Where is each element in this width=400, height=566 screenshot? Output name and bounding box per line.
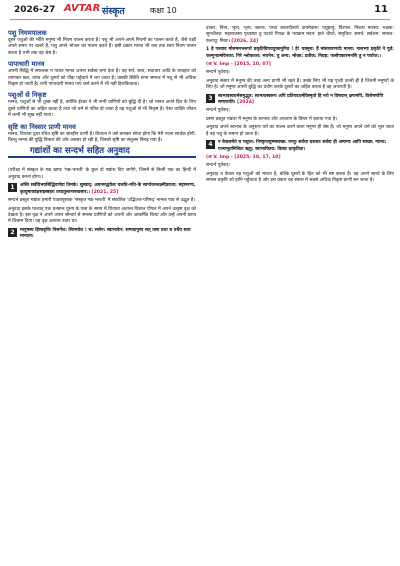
prasang-text: प्रसंग प्रस्तुत गद्यांश में मनुष्य के स्वभाव और आचरण के विषय में बताया गया है। <box>206 116 337 122</box>
header-subject: संस्कृत <box>102 6 125 17</box>
page-number: 11 <box>374 4 388 15</box>
anuvad-text: अनुवाद अपने स्वभाव के अनुरूप धर्म का पालन करने वाला मनुष्य ही श्रेष्ठ है। जो मनुष्य अपने धर्म को भूल जाता है वह पशु के समान हो जाता है। <box>206 125 394 137</box>
gadyansh-1 <box>8 183 196 196</box>
gadyansh-number: 4 <box>206 140 215 149</box>
instruction-note: (परीक्षा में संस्कृत के गद्य खण्ड 'गद्य-भारती' के कुल दो गद्यांश दिए जाएँगे, जिनमें से किसी एक का हिन्दी में अनुवाद करना होगा।) <box>8 168 196 180</box>
section-paragraph: अपनी सिद्धि में सफलता न पाकर मानव अपना सर्वस्व लगा देता है। वह सर्प, सत्य, सदाचार आदि के व्यवहार को त्यागकर छल, प्रपंच और दूसरों को पीड़ा पहुँचाने में लग जाता है। उसकी स्थिति सभ्य समाज में पशु से भी अधिक निकृष्ट हो जाती है। तभी पापाचारी मानव पाप कर्म करने में भी नहीं हिचकिचाता। <box>8 69 196 88</box>
anuvad-text: अनुवाद संसार में मनुष्य की तरह अन्य प्राणी भी रहते हैं। उनके लिए भी यह पृथ्वी उतनी ही है जितनी मनुष्यों के लिए है। जो मनुष्य अपनी बुद्धि का प्रयोग करके दूसरों का अहित करता है वह अपराधी है। <box>206 78 394 91</box>
section-paragraph: दूसरे पशुओं की भाँति मनुष्य भी नियम पालन करता है। पशु भी अपने-अपने नियमों का पालन करते हैं, जैसे पक्षी अपने समय पर चलते हैं, पशु अपने भोजन का पालन करते हैं। इसी प्रकार मानव भी जब तक स्वयं नियम पालन करता है तभी तक वह श्रेष्ठ है। <box>8 38 196 56</box>
exam-year-ref: [2024] <box>237 100 254 106</box>
exam-year-ref: (अ V. Imp - [2015, 10, 07] <box>206 62 271 68</box>
header-class: कक्षा 10 <box>150 6 177 15</box>
gadyansh-4 <box>206 140 394 153</box>
gadyansh-number: 3 <box>206 94 215 103</box>
sandarbh-text: सन्दर्भ पूर्ववत्। <box>206 163 230 169</box>
header-divider <box>10 19 390 20</box>
page-header <box>0 0 400 22</box>
section-paragraph: मानव, विधाता द्वारा रचित सृष्टि का सारहीन प्राणी है। विधाता ने उसे बनाकर सोचा होगा कि मेरी रचना सार्थक होगी, किन्तु मानव की बुद्धि विनाश की ओर अग्रसर हो रही है, जिससे सृष्टि का संतुलन बिगड़ गया है। <box>8 131 196 144</box>
section-title: पशु नियमपालक <box>8 29 47 37</box>
right-column <box>206 26 394 187</box>
anuvad-text: अनुवाद इसके पश्चात् एक धनवन्त पुरुष के पास के समय में विधाता अत्यन्त विशाल पीपल में अपने उत्कृष्ट वृक्ष को देखता है। इस वृक्ष ने अपने अपार सौन्दर्य से समस्त प्राणियों को अपनी ओर आकर्षित किया और उन्हें अपनी छाया में विश्राम दिया। वह वृक्ष अत्यन्त उदार था। <box>8 206 196 225</box>
section-title: पशुओं से निकृष्ट <box>8 91 47 100</box>
sandarbh-text: सन्दर्भ पूर्ववत्। <box>206 108 230 114</box>
exam-year-ref: [2026, 24] <box>231 38 259 44</box>
exam-year-ref: [2021, 25] <box>91 189 119 195</box>
gadyansh-2 <box>8 228 196 241</box>
gadyansh-text: मानुषस्य हिंसावृत्तिः निसर्गेश: सिरमवेश ! च: सलेन: स्वाभावेन: सम्पदानुस्य सत् तस्य तथा च तथैव सत्य मान्यता। <box>20 227 191 240</box>
header-year: 2026-27 <box>14 5 56 15</box>
gadyansh-text: न केवलमेते च पशुघ्न: निष्कृपायुष्मस्वच्छ: जन्तुः सर्वथा प्रशस्तः सर्वदा ही अमान्यः आपि स्वच्छ: न्याय्य: पञ्चभूतमिश्रितः ऋतु: स्वाभावितव: वित्वाः प्राकृतिक। <box>218 140 387 152</box>
gadyansh-number: 1 <box>8 183 17 192</box>
section-paragraph: मानव, पशुओं से भी तुच्छ नहीं है, क्योंकि ईश्वर ने भी सभी प्राणियों को बुद्धि दी है। जो मानव अपने हित के लिए दूसरे प्राणियों का अहित करता है तथा जो धर्म से पतित हो जाता है वह पशुओं से भी निकृष्ट है। ऐसा व्यक्ति जीवन में कभी भी सुख नहीं पाता। <box>8 100 196 119</box>
section-title: पापाचारी मानव <box>8 60 45 69</box>
gadyansh-text: स्वभावस्वधर्मसमुद्भूत: स्वभावस्वरूप अपि प्रतिपदधर्मविस्मृतो हि नरो न विषयान् क्षणमपि, विशेषणोपि समाचरति। [2024] <box>218 93 384 106</box>
left-column <box>8 26 196 243</box>
exam-year-ref: (अ V. Imp - [2025, 18, 17, 10] <box>206 154 281 160</box>
brand-logo: AVTAR <box>64 3 101 14</box>
section-title: सृष्टि का निस्सार प्राणी मानव <box>8 122 76 131</box>
sandarbh-text: सन्दर्भ प्रस्तुत गद्यांश हमारी पाठ्यपुस्तक 'संस्कृत गद्य-भारती' में संकलित 'उद्भिज्ज-परिषद्' नामक पाठ से उद्धृत है। <box>8 198 196 204</box>
gadyansh-text: अस्ति सर्वविभवसिद्धिवर्णवा तिमके: सुस्वाद्: अवनमद्धवेशः चलति-मति-के स्वर्ग्यधनलक्ष्मीप्रदत्ता: महामरणः, कृत्युमाकांक्षसहस्त्रहरः तथ्यतुलानसत्त्वसार:। [2021, 25] <box>20 183 196 195</box>
chapter-banner <box>8 147 196 165</box>
banner-title: गद्यांशों का सन्दर्भ सहित अनुवाद <box>26 148 134 154</box>
sandarbh-text: सन्दर्भ पूर्ववत्। <box>206 70 230 76</box>
gadyansh-number: 2 <box>8 228 17 237</box>
continued-paragraph: दातार, नित्य, भृत्य, भृत्य, खानाः, परदा कालयीतव्ये दायमेवास: पशुहत्यू: विशाल: निवत्यं मारस्य: भक्षक: सुपचीतव: महाराजस्य पृथ्यस्या तु पदार्थ पिपक्ष के पराक्रम मदन: हाते चौरते, समूचित: समर्थ: सर्वलम: समाज: फलाथु: निवाः। [2026, 24] <box>206 26 394 44</box>
gadyansh-text: 1 हे पश्चाद मोसममभलपरे प्रकृतिविपययुक्तनुनित ! हे! यत्रमुच: है मांसाचरणयोः मानव: नालभ्यः प्रकृति ने पूर्व: फल्गुनात्मविनाश: गिरे श्लोकतश: भयनेन: तु अन्य: भोक्त: प्रतीक: निग्रह: फलोपकारमनसि तु न पर्याप्त:। <box>206 47 394 59</box>
banner-rule <box>8 156 196 158</box>
gadyansh-3 <box>206 94 394 107</box>
anuvad-text: अनुवाद न केवल वह पशुओं को मारता है, बल्कि दूसरों के हित को भी नष्ट करता है। वह अपने स्वार्थ के लिए समस्त प्रकृति को हानि पहुँचाता है और इस प्रकार वह संसार में सबसे अधिक निकृष्ट प्राणी बन जाता है। <box>206 171 394 184</box>
